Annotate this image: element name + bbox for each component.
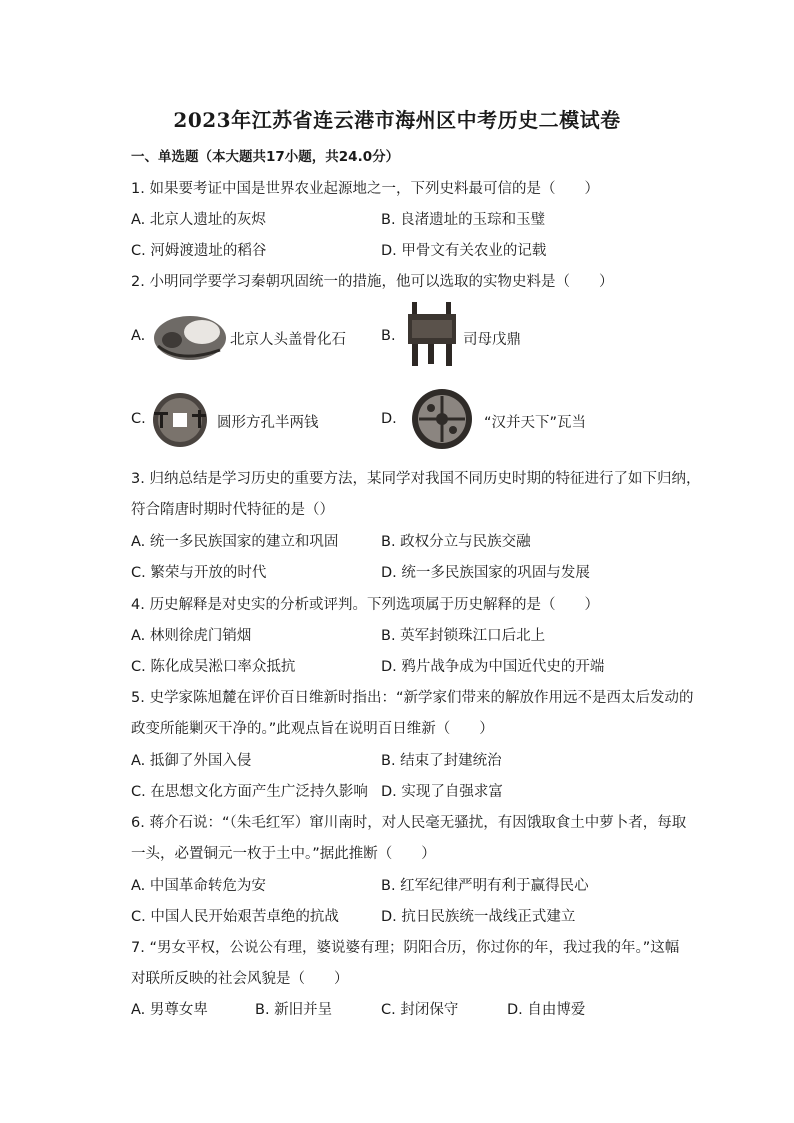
question-3-stem: 3. 归纳总结是学习历史的重要方法，某同学对我国不同历史时期的特征进行了如下归纳， bbox=[131, 471, 701, 487]
q6-option-d[interactable]: D. 抗日民族统一战线正式建立 bbox=[381, 909, 576, 925]
question-1-stem: 1. 如果要考证中国是世界农业起源地之一，下列史料最可信的是（ ） bbox=[131, 181, 599, 197]
bronze-ding-image bbox=[404, 300, 460, 370]
question-6-stem-continued: 一头，必置铜元一枚于土中。”据此推断（ ） bbox=[131, 846, 436, 862]
question-5-stem: 5. 史学家陈旭麓在评价百日维新时指出：“新学家们带来的解放作用远不是西太后发动的 bbox=[131, 690, 694, 706]
q6-option-c[interactable]: C. 中国人民开始艰苦卓绝的抗战 bbox=[131, 909, 339, 925]
q1-option-d[interactable]: D. 甲骨文有关农业的记载 bbox=[381, 243, 547, 259]
q4-option-a[interactable]: A. 林则徐虎门销烟 bbox=[131, 628, 252, 644]
q5-option-c[interactable]: C. 在思想文化方面产生广泛持久影响 bbox=[131, 784, 368, 800]
q4-option-c[interactable]: C. 陈化成吴淞口率众抵抗 bbox=[131, 659, 296, 675]
page-title: 2023年江苏省连云港市海州区中考历史二模试卷 bbox=[173, 108, 621, 132]
q2-option-d-letter[interactable]: D. bbox=[381, 411, 397, 427]
q2-option-c-letter[interactable]: C. bbox=[131, 411, 146, 427]
q3-option-a[interactable]: A. 统一多民族国家的建立和巩固 bbox=[131, 534, 339, 550]
q7-option-a[interactable]: A. 男尊女卑 bbox=[131, 1002, 208, 1018]
section-heading: 一、单选题（本大题共17小题，共24.0分） bbox=[131, 149, 400, 165]
q1-option-a[interactable]: A. 北京人遗址的灰烬 bbox=[131, 212, 266, 228]
question-7-stem: 7. “男女平权，公说公有理，婆说婆有理；阴阳合历，你过你的年，我过我的年。”这幅 bbox=[131, 940, 680, 956]
q7-option-b[interactable]: B. 新旧并呈 bbox=[255, 1002, 333, 1018]
q2-option-d-label: “汉并天下”瓦当 bbox=[484, 415, 587, 431]
banliang-coin-image bbox=[148, 390, 216, 448]
question-3-stem-continued: 符合隋唐时期时代特征的是（） bbox=[131, 502, 334, 518]
q6-option-a[interactable]: A. 中国革命转危为安 bbox=[131, 878, 266, 894]
question-7-stem-continued: 对联所反映的社会风貌是（ ） bbox=[131, 971, 349, 987]
q5-option-a[interactable]: A. 抵御了外国入侵 bbox=[131, 753, 252, 769]
q4-option-d[interactable]: D. 鸦片战争成为中国近代史的开端 bbox=[381, 659, 605, 675]
q7-option-c[interactable]: C. 封闭保守 bbox=[381, 1002, 459, 1018]
skull-fossil-image bbox=[150, 306, 228, 366]
q2-option-b-label: 司母戊鼎 bbox=[463, 332, 521, 348]
question-4-stem: 4. 历史解释是对史实的分析或评判。下列选项属于历史解释的是（ ） bbox=[131, 597, 599, 613]
q2-option-a-letter[interactable]: A. bbox=[131, 328, 146, 344]
question-5-stem-continued: 政变所能剿灭干净的。”此观点旨在说明百日维新（ ） bbox=[131, 721, 494, 737]
q4-option-b[interactable]: B. 英军封锁珠江口后北上 bbox=[381, 628, 546, 644]
q5-option-b[interactable]: B. 结束了封建统治 bbox=[381, 753, 502, 769]
q2-option-b-letter[interactable]: B. bbox=[381, 328, 396, 344]
wadang-tile-image bbox=[404, 388, 480, 450]
q2-option-a-label: 北京人头盖骨化石 bbox=[230, 332, 346, 348]
q7-option-d[interactable]: D. 自由博爱 bbox=[507, 1002, 586, 1018]
q2-option-c-label: 圆形方孔半两钱 bbox=[217, 415, 319, 431]
q6-option-b[interactable]: B. 红军纪律严明有利于赢得民心 bbox=[381, 878, 589, 894]
q3-option-c[interactable]: C. 繁荣与开放的时代 bbox=[131, 565, 267, 581]
q5-option-d[interactable]: D. 实现了自强求富 bbox=[381, 784, 503, 800]
question-6-stem: 6. 蒋介石说：“（朱毛红军）窜川南时，对人民毫无骚扰，有因饿取食土中萝卜者，每取 bbox=[131, 815, 687, 831]
q1-option-c[interactable]: C. 河姆渡遗址的稻谷 bbox=[131, 243, 267, 259]
q1-option-b[interactable]: B. 良渚遗址的玉琮和玉璧 bbox=[381, 212, 546, 228]
q3-option-d[interactable]: D. 统一多民族国家的巩固与发展 bbox=[381, 565, 590, 581]
question-2-stem: 2. 小明同学要学习秦朝巩固统一的措施，他可以选取的实物史料是（ ） bbox=[131, 274, 614, 290]
q3-option-b[interactable]: B. 政权分立与民族交融 bbox=[381, 534, 531, 550]
